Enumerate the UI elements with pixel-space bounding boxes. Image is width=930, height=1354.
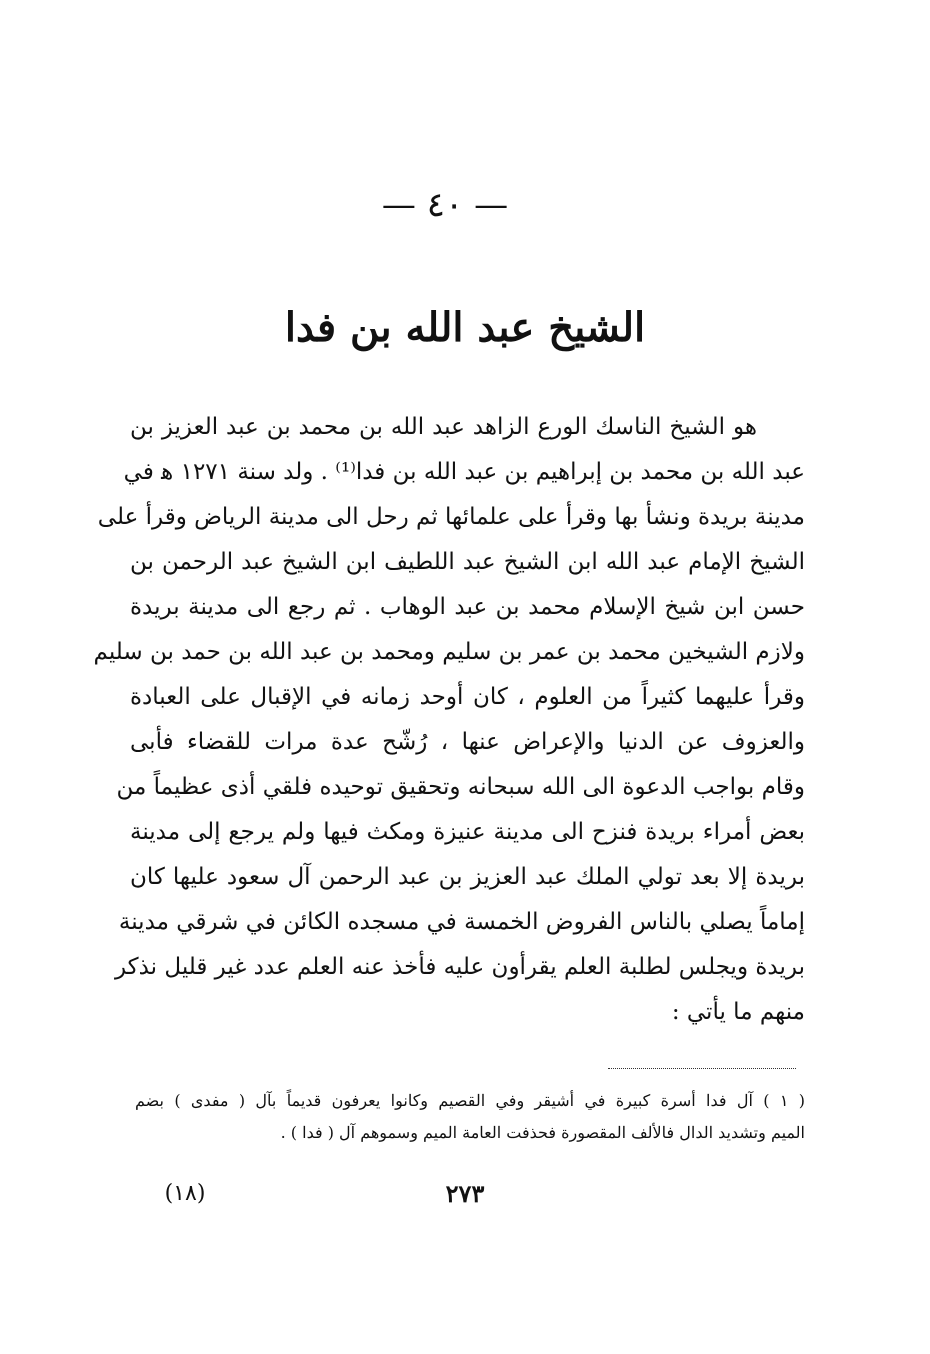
body-line: بريدة ويجلس لطلبة العلم يقرأون عليه فأخذ عنه العلم عدد غير قليل نذكر: [114, 954, 805, 980]
body-line: الشيخ الإمام عبد الله ابن الشيخ عبد اللطيف ابن الشيخ عبد الرحمن بن: [130, 549, 805, 575]
body-line: وقام بواجب الدعوة الى الله سبحانه وتحقيق توحيده فلقي أذى عظيماً من: [116, 774, 805, 800]
body-line: بعض أمراء بريدة فنزح الى مدينة عنيزة ومكث فيها ولم يرجع إلى مدينة: [130, 819, 805, 845]
body-line: إماماً يصلي بالناس الفروض الخمسة في مسجده الكائن في شرقي مدينة: [118, 909, 805, 935]
footnote-divider: [608, 1068, 796, 1069]
section-number: — ٤٠ —: [381, 185, 509, 225]
body-line: عبد الله بن محمد بن إبراهيم بن عبد الله بن فدا⁽¹⁾ . ولد سنة ١٢٧١ ﻫ في: [123, 459, 805, 485]
body-line: وقرأ عليهما كثيراً من العلوم ، كان أوحد زمانه في الإقبال على العبادة: [130, 684, 805, 710]
footnote-line: الميم وتشديد الدال فالألف المقصورة فحذفت العامة الميم وسموهم آل ( فدا ) .: [280, 1123, 805, 1142]
body-line: منهم ما يأتي :: [671, 999, 805, 1025]
body-line: مدينة بريدة ونشأ بها وقرأ على علمائها ثم رحل الى مدينة الرياض وقرأ على: [97, 504, 805, 530]
footnote-line: ( ١ ) آل فدا أسرة كبيرة في أشيقر وفي القصيم وكانوا يعرفون قديماً بآل ( مفدى ) بضم: [135, 1091, 806, 1110]
body-line: حسن ابن شيخ الإسلام محمد بن عبد الوهاب . ثم رجع الى مدينة بريدة: [130, 594, 805, 620]
page-number: ٢٧٣: [445, 1179, 485, 1208]
body-line: والعزوف عن الدنيا والإعراض عنها ، رُشّح عدة مرات للقضاء فأبى: [130, 729, 805, 755]
sequence-number: (١٨): [164, 1181, 206, 1206]
biography-text: [93, 405, 805, 1035]
body-line: ولازم الشيخين محمد بن عمر بن سليم ومحمد بن عبد الله بن حمد بن سليم: [93, 639, 805, 665]
body-line: هو الشيخ الناسك الورع الزاهد عبد الله بن محمد بن عبد العزيز بن: [130, 414, 757, 440]
page-title: الشيخ عبد الله بن فدا: [284, 304, 646, 351]
body-line: بريدة إلا بعد تولي الملك عبد العزيز بن عبد الرحمن آل سعود عليها كان: [130, 864, 805, 890]
footnotes: [135, 1085, 805, 1149]
